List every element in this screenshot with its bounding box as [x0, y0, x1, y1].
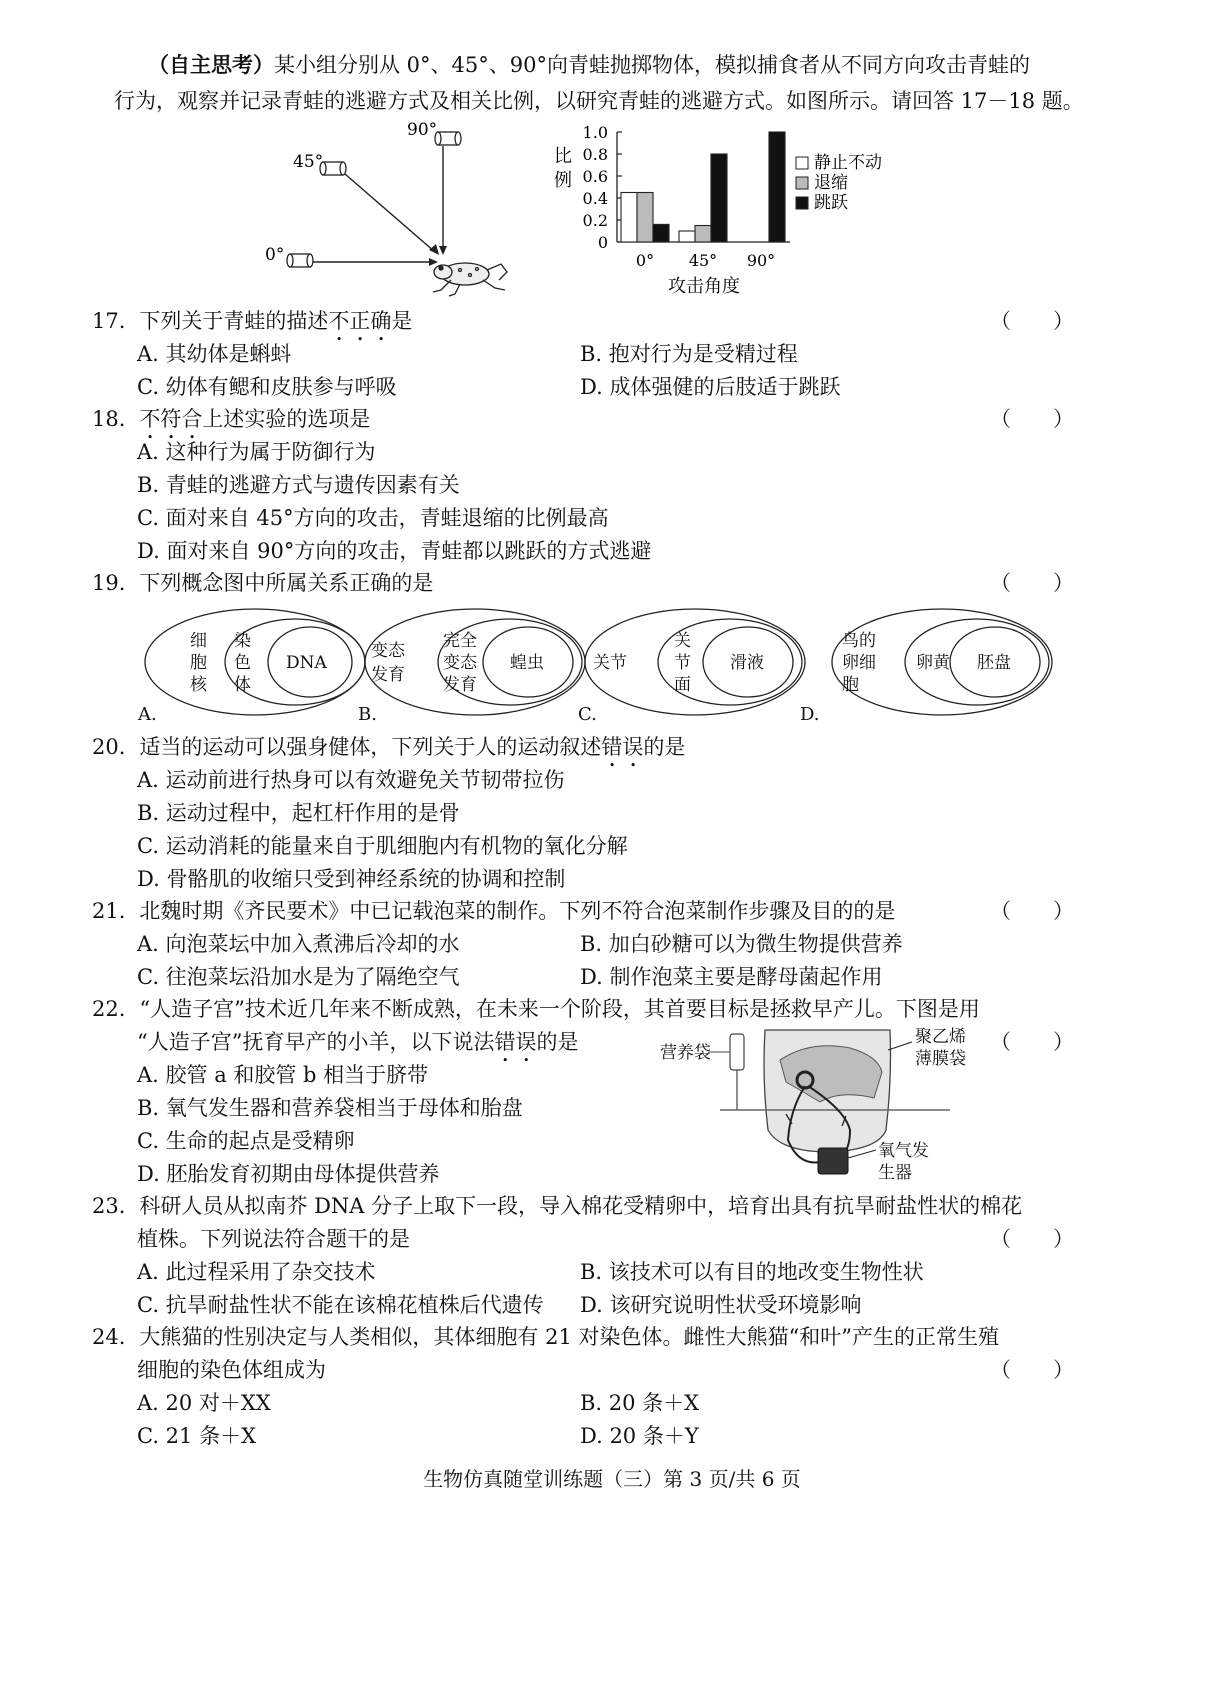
- chart-ytick-label: 0.6: [582, 167, 608, 186]
- page-footer: 生物仿真随堂训练题（三）第 3 页/共 6 页: [423, 1467, 801, 1491]
- q20-stem-post: 的是: [643, 735, 686, 759]
- q17-stem-post: 是: [391, 309, 413, 333]
- q21-stem-text: 北魏时期《齐民要术》中已记载泡菜的制作。下列不符合泡菜制作步骤及目的的是: [139, 899, 896, 923]
- q17-answer-paren[interactable]: （ ）: [990, 309, 1074, 333]
- chart-ylabel: [554, 146, 572, 191]
- q18-option-c[interactable]: C. 面对来自 45°方向的攻击，青蛙退缩的比例最高: [137, 506, 609, 530]
- chart-ytick-label: 1.0: [582, 123, 608, 142]
- q17-option-c[interactable]: C. 幼体有鳃和皮肤参与呼吸: [137, 375, 397, 399]
- q23-stem-line-1: [92, 1191, 1022, 1221]
- q19a-outer-2: 胞: [190, 653, 207, 673]
- q17-option-d[interactable]: D. 成体强健的后肢适于跳跃: [580, 375, 841, 399]
- q20-option-d[interactable]: D. 骨骼肌的收缩只受到神经系统的协调和控制: [137, 867, 566, 891]
- frog-icon: [433, 263, 507, 296]
- q19c-outer: 关节: [593, 653, 627, 673]
- q23-option-d[interactable]: D. 该研究说明性状受环境影响: [580, 1293, 862, 1317]
- chart-legend-label: 退缩: [814, 173, 848, 193]
- angle-45-label: 45°: [293, 152, 324, 172]
- q21-option-b[interactable]: B. 加白砂糖可以为微生物提供营养: [580, 932, 903, 956]
- q19-option-a[interactable]: A.: [138, 704, 157, 725]
- q19c-middle-3: 面: [674, 675, 691, 695]
- frog-throw-figure: [255, 112, 525, 307]
- q19c-inner: 滑液: [730, 653, 764, 673]
- chart-bar: [711, 154, 727, 242]
- fig-film-label-1: 聚乙烯: [915, 1027, 966, 1047]
- q19d-inner: 胚盘: [977, 653, 1011, 673]
- chart-ytick-label: 0.4: [582, 189, 608, 208]
- chart-legend-label: 静止不动: [814, 153, 882, 173]
- q21-option-d[interactable]: D. 制作泡菜主要是酵母菌起作用: [580, 965, 883, 989]
- chart-ytick-label: 0: [597, 233, 608, 252]
- q22-option-d[interactable]: D. 胚胎发育初期由母体提供营养: [137, 1162, 440, 1186]
- q19b-middle-3: 发育: [443, 675, 477, 695]
- q17-option-a[interactable]: A. 其幼体是蝌蚪: [137, 342, 292, 366]
- q19b-outer-2: 发育: [371, 665, 405, 685]
- q19b-middle-2: 变态: [443, 653, 477, 673]
- q20-stem-pre: 适当的运动可以强身健体，下列关于人的运动叙述: [139, 735, 602, 759]
- q18-option-a[interactable]: A. 这种行为属于防御行为: [137, 440, 376, 464]
- q24-stem-line-1: [92, 1322, 999, 1352]
- chart-ylabel-char: 比: [554, 146, 572, 167]
- chart-xtick-label: 90°: [746, 251, 776, 270]
- fig-film-label-2: 薄膜袋: [915, 1049, 966, 1069]
- q22-answer-paren[interactable]: （ ）: [990, 1030, 1074, 1054]
- q21-stem: [92, 896, 895, 926]
- q19b-inner: 蝗虫: [510, 653, 544, 673]
- tube-90-icon: [435, 132, 461, 145]
- intro-text-1: 某小组分别从 0°、45°、90°向青蛙抛掷物体，模拟捕食者从不同方向攻击青蛙的: [274, 53, 1030, 77]
- q24-option-a[interactable]: A. 20 对＋XX: [137, 1391, 271, 1415]
- q19d-outer-3: 胞: [842, 675, 859, 695]
- q19a-inner: DNA: [286, 653, 327, 673]
- q19a-outer-3: 核: [190, 675, 207, 695]
- chart-legend-label: 跳跃: [814, 193, 848, 213]
- chart-xtick-label: 0°: [635, 251, 655, 270]
- q22-number: 22.: [92, 997, 126, 1021]
- q19b-middle-1: 完全: [443, 631, 477, 651]
- angle-90-label: 90°: [407, 120, 438, 140]
- q18-answer-paren[interactable]: （ ）: [990, 407, 1074, 431]
- q19b-outer-1: 变态: [371, 641, 405, 661]
- chart-bar: [679, 231, 695, 242]
- q17-stem-emph: 不正确: [328, 309, 392, 333]
- intro-tag: （自主思考）: [148, 52, 274, 77]
- q19a-middle-3: 体: [234, 675, 251, 695]
- intro-line-2: 行为，观察并记录青蛙的逃避方式及相关比例，以研究青蛙的逃避方式。如图所示。请回答 17－18 题。: [114, 89, 1084, 113]
- q18-option-b[interactable]: B. 青蛙的逃避方式与遗传因素有关: [137, 473, 460, 497]
- q24-answer-paren[interactable]: （ ）: [990, 1358, 1074, 1382]
- q19-option-b[interactable]: B.: [358, 704, 377, 725]
- q24-option-c[interactable]: C. 21 条＋X: [137, 1424, 257, 1448]
- q22-option-c[interactable]: C. 生命的起点是受精卵: [137, 1129, 355, 1153]
- oxygen-generator-icon: [818, 1148, 876, 1174]
- q19-stem-text: 下列概念图中所属关系正确的是: [139, 571, 434, 595]
- fig-oxygen-label-1: 氧气发: [878, 1141, 929, 1161]
- chart-ytick-label: 0.8: [582, 145, 608, 164]
- q22-stem-2-post: 的是: [536, 1030, 579, 1054]
- q24-stem-1: 大熊猫的性别决定与人类相似，其体细胞有 21 对染色体。雌性大熊猫“和叶”产生的正常生殖: [139, 1325, 999, 1349]
- escape-ratio-chart: [550, 118, 930, 303]
- q18-option-d[interactable]: D. 面对来自 90°方向的攻击，青蛙都以跳跃的方式逃避: [137, 539, 652, 563]
- nutrient-bag-icon: [710, 1034, 744, 1110]
- q22-stem-1: “人造子宫”技术近几年来不断成熟，在未来一个阶段，其首要目标是拯救早产儿。下图是用: [139, 997, 980, 1021]
- chart-legend-swatch: [796, 197, 808, 209]
- q23-number: 23.: [92, 1194, 126, 1218]
- q23-stem-2: 植株。下列说法符合题干的是: [137, 1227, 410, 1251]
- q20-option-b[interactable]: B. 运动过程中，起杠杆作用的是骨: [137, 801, 460, 825]
- q24-stem-2: 细胞的染色体组成为: [137, 1358, 326, 1382]
- q19d-outer-2: 卵细: [842, 653, 876, 673]
- q22-option-a[interactable]: A. 胶管 a 和胶管 b 相当于脐带: [137, 1063, 429, 1087]
- q20-number: 20.: [92, 735, 126, 759]
- q22-stem-2-emph: 错误: [494, 1030, 537, 1054]
- q23-option-c[interactable]: C. 抗旱耐盐性状不能在该棉花植株后代遗传: [137, 1293, 544, 1317]
- q19c-middle-1: 关: [674, 631, 691, 651]
- q18-number: 18.: [92, 407, 126, 431]
- chart-xlabel: 攻击角度: [668, 276, 740, 297]
- q19d-outer-1: 鸟的: [842, 631, 876, 651]
- q21-answer-paren[interactable]: （ ）: [990, 899, 1074, 923]
- q19a-outer-1: 细: [190, 631, 207, 651]
- chart-legend-swatch: [796, 157, 808, 169]
- q19a-middle-2: 色: [234, 653, 251, 673]
- q20-option-a[interactable]: A. 运动前进行热身可以有效避免关节韧带拉伤: [137, 768, 565, 792]
- chart-ytick-label: 0.2: [582, 211, 608, 230]
- q17-stem-pre: 下列关于青蛙的描述: [139, 309, 329, 333]
- q17-number: 17.: [92, 309, 126, 333]
- q18-stem-emph: 不符合: [139, 407, 203, 431]
- q19d-middle: 卵黄: [916, 653, 950, 673]
- chart-bar: [637, 193, 653, 243]
- q19c-middle-2: 节: [674, 653, 691, 673]
- q21-number: 21.: [92, 899, 126, 923]
- q19-number: 19.: [92, 571, 126, 595]
- q24-option-b[interactable]: B. 20 条＋X: [580, 1391, 700, 1415]
- q19-option-c[interactable]: C.: [578, 704, 597, 725]
- fig-nutrient-label: 营养袋: [660, 1043, 711, 1063]
- q19-concept-maps: [130, 600, 1090, 730]
- q22-stem-2-pre: “人造子宫”抚育早产的小羊，以下说法: [137, 1030, 495, 1054]
- chart-bar: [621, 193, 637, 243]
- artificial-womb-figure: [650, 1020, 980, 1190]
- q17-option-b[interactable]: B. 抱对行为是受精过程: [580, 342, 798, 366]
- q24-option-d[interactable]: D. 20 条＋Y: [580, 1424, 699, 1448]
- q21-option-a[interactable]: A. 向泡菜坛中加入煮沸后冷却的水: [137, 932, 460, 956]
- q20-option-c[interactable]: C. 运动消耗的能量来自于肌细胞内有机物的氧化分解: [137, 834, 628, 858]
- chart-legend-swatch: [796, 177, 808, 189]
- q21-option-c[interactable]: C. 往泡菜坛沿加水是为了隔绝空气: [137, 965, 460, 989]
- tube-45-icon: [320, 162, 346, 175]
- chart-bar: [769, 132, 785, 242]
- chart-xtick-label: 45°: [688, 251, 718, 270]
- fig-oxygen-label-2: 生器: [878, 1163, 912, 1183]
- intro-line-1: [148, 48, 1168, 82]
- q20-stem-emph: 错误: [601, 735, 644, 759]
- q23-option-a[interactable]: A. 此过程采用了杂交技术: [137, 1260, 376, 1284]
- q23-answer-paren[interactable]: （ ）: [990, 1227, 1074, 1251]
- q19-answer-paren[interactable]: （ ）: [990, 571, 1074, 595]
- film-bag-icon: [764, 1030, 891, 1152]
- q22-option-b[interactable]: B. 氧气发生器和营养袋相当于母体和胎盘: [137, 1096, 523, 1120]
- q23-option-b[interactable]: B. 该技术可以有目的地改变生物性状: [580, 1260, 924, 1284]
- chart-bar: [695, 226, 711, 243]
- q23-stem-1: 科研人员从拟南芥 DNA 分子上取下一段，导入棉花受精卵中，培育出具有抗旱耐盐性状的棉花: [139, 1194, 1023, 1218]
- angle-0-label: 0°: [265, 245, 285, 265]
- q18-stem-post: 上述实验的选项是: [202, 407, 371, 431]
- chart-bar: [653, 224, 669, 242]
- chart-ylabel-char: 例: [554, 170, 572, 191]
- tube-0-icon: [287, 254, 313, 267]
- q19-stem: [92, 568, 433, 598]
- q19-option-d[interactable]: D.: [800, 704, 820, 725]
- q24-number: 24.: [92, 1325, 126, 1349]
- q19a-middle-1: 染: [234, 631, 251, 651]
